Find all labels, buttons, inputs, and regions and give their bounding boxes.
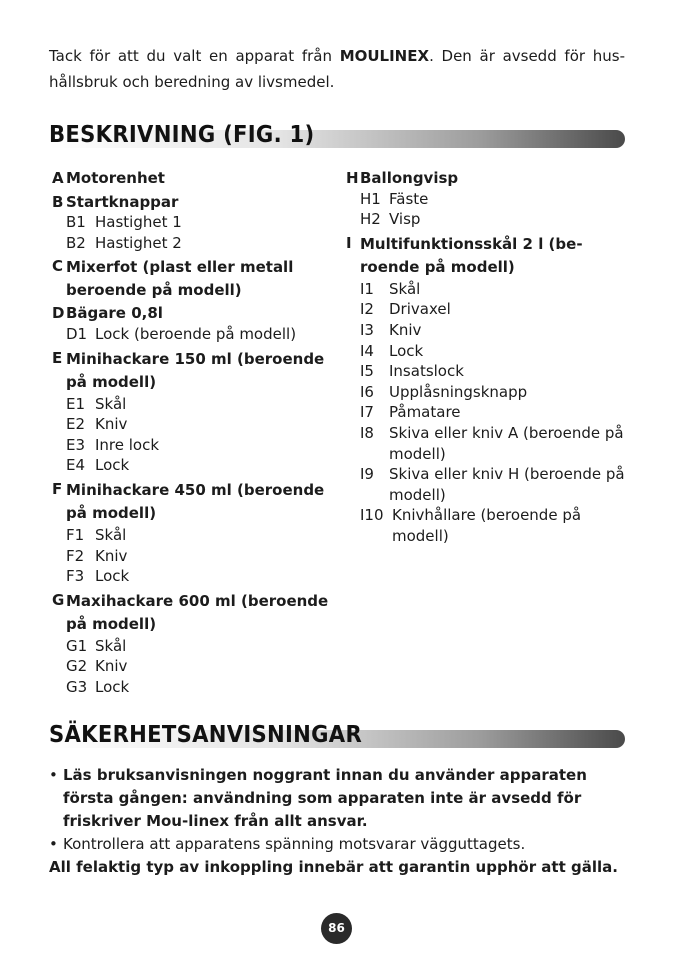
sub-item: I4 Lock bbox=[360, 341, 424, 360]
sub-item: I2 Drivaxel bbox=[360, 300, 451, 319]
item-letter: E bbox=[52, 348, 63, 367]
safety-warning: All felaktig typ av inkoppling innebär att garantin upphör att gälla. bbox=[49, 858, 618, 876]
sub-item: F1 Skål bbox=[66, 525, 127, 544]
item-f bbox=[52, 479, 332, 587]
safety-bullet-text: Kontrollera att apparatens spänning motsvarar vägguttagets. bbox=[63, 835, 526, 853]
safety-section bbox=[49, 764, 629, 879]
item-label: Startknappar bbox=[66, 192, 179, 211]
item-letter: I bbox=[346, 233, 352, 252]
item-c bbox=[52, 256, 332, 302]
safety-heading-title: SÄKERHETSANVISNINGAR bbox=[49, 722, 363, 748]
intro-paragraph bbox=[49, 43, 625, 95]
item-i bbox=[346, 233, 631, 547]
safety-bullet-text: Läs bruksanvisningen noggrant innan du använder apparaten första gången: användning som apparaten inte är avsedd för friskriver Mou-linex från allt ansvar. bbox=[63, 766, 587, 830]
item-label: Ballongvisp bbox=[360, 169, 459, 187]
sub-item: I5 Insatslock bbox=[360, 362, 464, 381]
sub-item: F3 Lock bbox=[66, 567, 130, 586]
intro-text-end: . Den är avsedd för hus-hållsbruk och beredning av livsmedel. bbox=[49, 47, 625, 91]
sub-item: H1 Fäste bbox=[360, 189, 429, 208]
page-number: 86 bbox=[321, 913, 352, 944]
item-h bbox=[346, 168, 631, 230]
item-letter: F bbox=[52, 479, 63, 498]
item-d bbox=[52, 303, 332, 344]
item-letter: D bbox=[52, 304, 65, 323]
item-a bbox=[52, 168, 332, 189]
sub-item: I9 Skiva eller kniv H (beroende på modell) bbox=[360, 465, 625, 504]
description-heading bbox=[49, 122, 625, 152]
bullet-dot: • bbox=[49, 835, 58, 853]
sub-item: E1 Skål bbox=[66, 394, 127, 413]
sub-item: G1 Skål bbox=[66, 636, 127, 655]
item-label: Maxihackare 600 ml (beroende på modell) bbox=[66, 591, 329, 633]
sub-item: H2 Visp bbox=[360, 210, 421, 229]
sub-item: I6 Upplåsningsknapp bbox=[360, 382, 528, 401]
sub-item: B1 Hastighet 1 bbox=[66, 213, 182, 232]
safety-heading bbox=[49, 722, 625, 752]
item-b bbox=[52, 192, 332, 254]
sub-item: D1 Lock (beroende på modell) bbox=[66, 324, 297, 343]
description-heading-title: BESKRIVNING (FIG. 1) bbox=[49, 122, 315, 148]
item-label: Minihackare 450 ml (beroende på modell) bbox=[66, 480, 325, 522]
intro-text-start: Tack för att du valt en apparat från bbox=[49, 47, 340, 65]
sub-item: G2 Kniv bbox=[66, 657, 128, 676]
item-letter: C bbox=[52, 257, 64, 276]
safety-bullet bbox=[49, 833, 629, 855]
sub-item: I8 Skiva eller kniv A (beroende på modell) bbox=[360, 423, 624, 463]
item-label: Minihackare 150 ml (beroende på modell) bbox=[66, 349, 325, 391]
sub-item: I7 Påmatare bbox=[360, 403, 461, 422]
sub-item: I3 Kniv bbox=[360, 320, 422, 339]
sub-item: I10 Knivhållare (beroende på modell) bbox=[360, 506, 582, 545]
item-letter: B bbox=[52, 192, 64, 211]
item-letter: H bbox=[346, 169, 359, 187]
item-g bbox=[52, 590, 332, 698]
brand-name: MOULINEX bbox=[339, 47, 430, 65]
item-letter: G bbox=[52, 590, 65, 609]
item-letter: A bbox=[52, 169, 64, 187]
item-label: Multifunktionsskål 2 l (be-roende på modell) bbox=[360, 234, 583, 276]
bullet-dot: • bbox=[49, 766, 58, 784]
sub-item: I1 Skål bbox=[360, 279, 421, 298]
sub-item: E2 Kniv bbox=[66, 415, 128, 434]
item-e bbox=[52, 348, 332, 476]
sub-item: G3 Lock bbox=[66, 677, 130, 696]
item-label: Mixerfot (plast eller metall beroende på modell) bbox=[66, 258, 294, 300]
safety-bullet bbox=[49, 764, 629, 833]
sub-item: E4 Lock bbox=[66, 456, 130, 475]
sub-item: B2 Hastighet 2 bbox=[66, 233, 182, 252]
item-label: Bägare 0,8l bbox=[66, 304, 163, 323]
description-column-right bbox=[346, 168, 631, 547]
sub-item: F2 Kniv bbox=[66, 546, 128, 565]
description-column-left bbox=[52, 168, 332, 698]
sub-item: E3 Inre lock bbox=[66, 435, 160, 454]
item-label: Motorenhet bbox=[66, 169, 165, 187]
